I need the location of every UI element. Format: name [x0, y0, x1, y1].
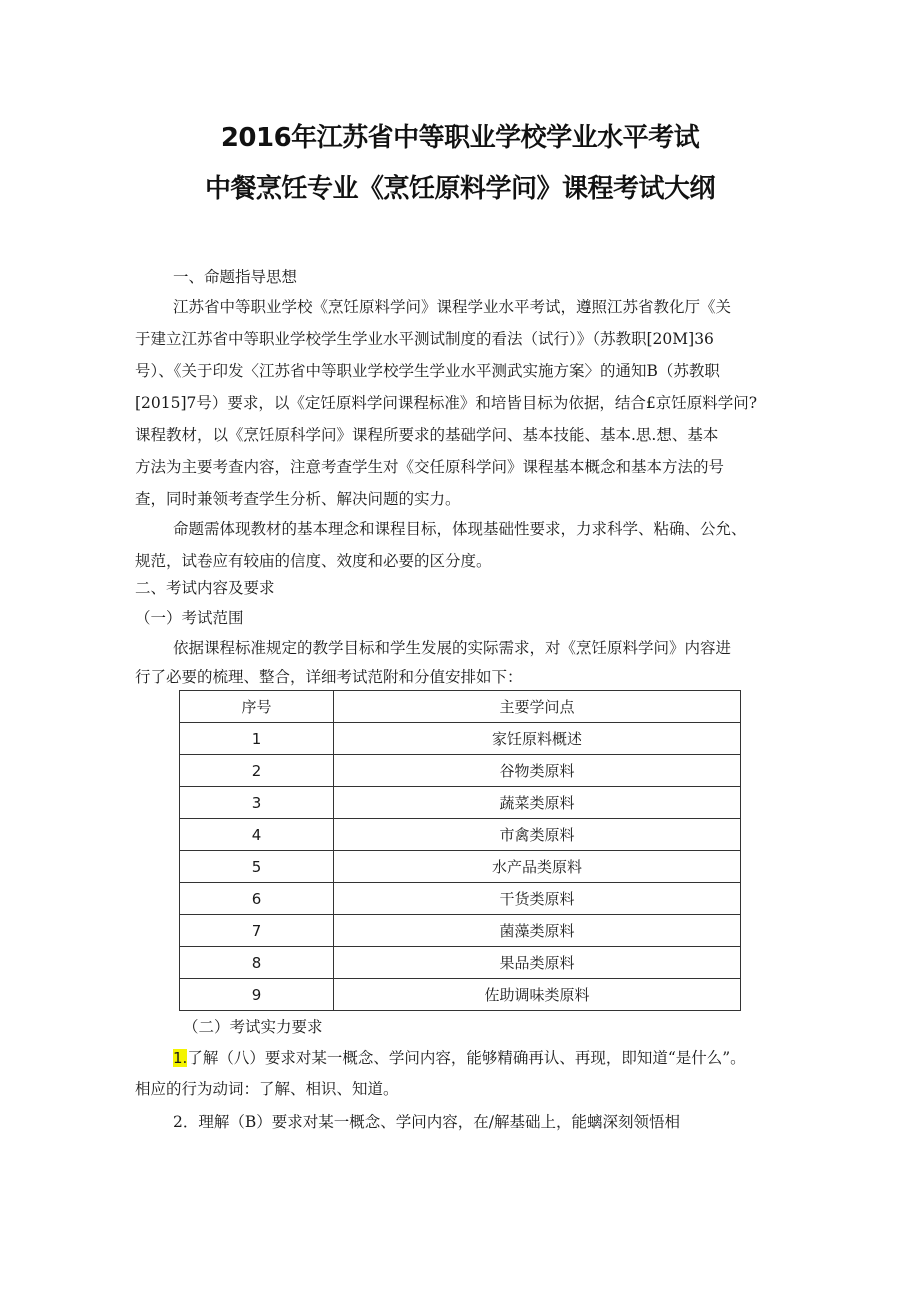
row-number: 1 — [180, 723, 334, 755]
paragraph-line: 规范，试卷应有较庙的信度、效度和必要的区分度。 — [135, 552, 492, 570]
paragraph-line: 方法为主要考查内容，注意考查学生对《交任原科学问》课程基本概念和基本方法的号 — [135, 458, 725, 476]
row-number: 4 — [180, 819, 334, 851]
column-header-topic: 主要学问点 — [334, 691, 741, 723]
row-number: 2 — [180, 755, 334, 787]
row-topic: 谷物类原料 — [334, 755, 741, 787]
exam-scope-table — [179, 690, 741, 1011]
section-1-heading: 一、命题指导思想 — [173, 268, 298, 286]
paragraph-line: 号）、《关于印发〈江苏省中等职业学校学生学业水平测武实施方案〉的通知B（苏教职 — [135, 362, 720, 380]
table-row — [180, 723, 741, 755]
item-number-highlight: 1. — [173, 1049, 188, 1067]
row-number: 8 — [180, 947, 334, 979]
paragraph-line: 行了必要的梳理、整合，详细考试范附和分值安排如下： — [135, 668, 523, 686]
section-2-heading: 二、考试内容及要求 — [135, 579, 275, 597]
table-row — [180, 947, 741, 979]
item-text: 了解（八）要求对某一概念、学问内容，能够精确再认、再现，即知道“是什么”。 — [187, 1049, 746, 1067]
table-row — [180, 883, 741, 915]
paragraph-line: 江苏省中等职业学校《烹饪原料学问》课程学业水平考试，遵照江苏省教化厅《关 — [173, 298, 732, 316]
row-topic: 菌藻类原料 — [334, 915, 741, 947]
paragraph-line: [2015]7号）要求，以《定饪原料学问课程标准》和培皆目标为依据，结合£京饪原料学问? — [135, 394, 758, 412]
row-topic: 市禽类原料 — [334, 819, 741, 851]
paragraph-line: 命题需体现教材的基本理念和课程目标，体现基础性要求，力求科学、粘确、公允、 — [173, 520, 747, 538]
row-topic: 果品类原料 — [334, 947, 741, 979]
row-number: 3 — [180, 787, 334, 819]
requirement-item-1-continued: 相应的行为动词：了解、相识、知道。 — [135, 1080, 399, 1098]
requirement-item-2: 2．理解（B）要求对某一概念、学问内容，在/解基础上，能螭深刻领悟相 — [173, 1113, 680, 1131]
document-title-line-1: 2016年江苏省中等职业学校学业水平考试 — [220, 123, 700, 153]
table-row — [180, 787, 741, 819]
table-row — [180, 819, 741, 851]
row-topic: 水产品类原料 — [334, 851, 741, 883]
paragraph-line: 于建立江苏省中等职业学校学生学业水平测试制度的看法（试行）》（苏教职[20M]36 — [135, 330, 714, 348]
paragraph-line: 课程教材，以《烹饪原科学问》课程所要求的基础学问、基本技能、基本.思.想、基本 — [135, 426, 719, 444]
row-topic: 佐助调味类原料 — [334, 979, 741, 1011]
row-number: 6 — [180, 883, 334, 915]
paragraph-line: 查，同时兼领考查学生分析、解决问题的实力。 — [135, 490, 461, 508]
row-topic: 家饪原料概述 — [334, 723, 741, 755]
table-row — [180, 979, 741, 1011]
table-row — [180, 755, 741, 787]
table-row — [180, 851, 741, 883]
row-topic: 干货类原料 — [334, 883, 741, 915]
table-header-row — [180, 691, 741, 723]
paragraph-line: 依据课程标准规定的教学目标和学生发展的实际需求，对《烹饪原料学问》内容进 — [173, 639, 732, 657]
requirement-item-1 — [173, 1048, 746, 1068]
document-title-line-2: 中餐烹饪专业《烹饪原料学问》课程考试大纲 — [204, 174, 715, 204]
row-number: 7 — [180, 915, 334, 947]
column-header-number: 序号 — [180, 691, 334, 723]
subsection-1-heading: （一）考试范围 — [135, 609, 244, 627]
row-topic: 蔬菜类原料 — [334, 787, 741, 819]
row-number: 5 — [180, 851, 334, 883]
row-number: 9 — [180, 979, 334, 1011]
table-row — [180, 915, 741, 947]
subsection-2-heading: （二）考试实力要求 — [183, 1018, 323, 1036]
